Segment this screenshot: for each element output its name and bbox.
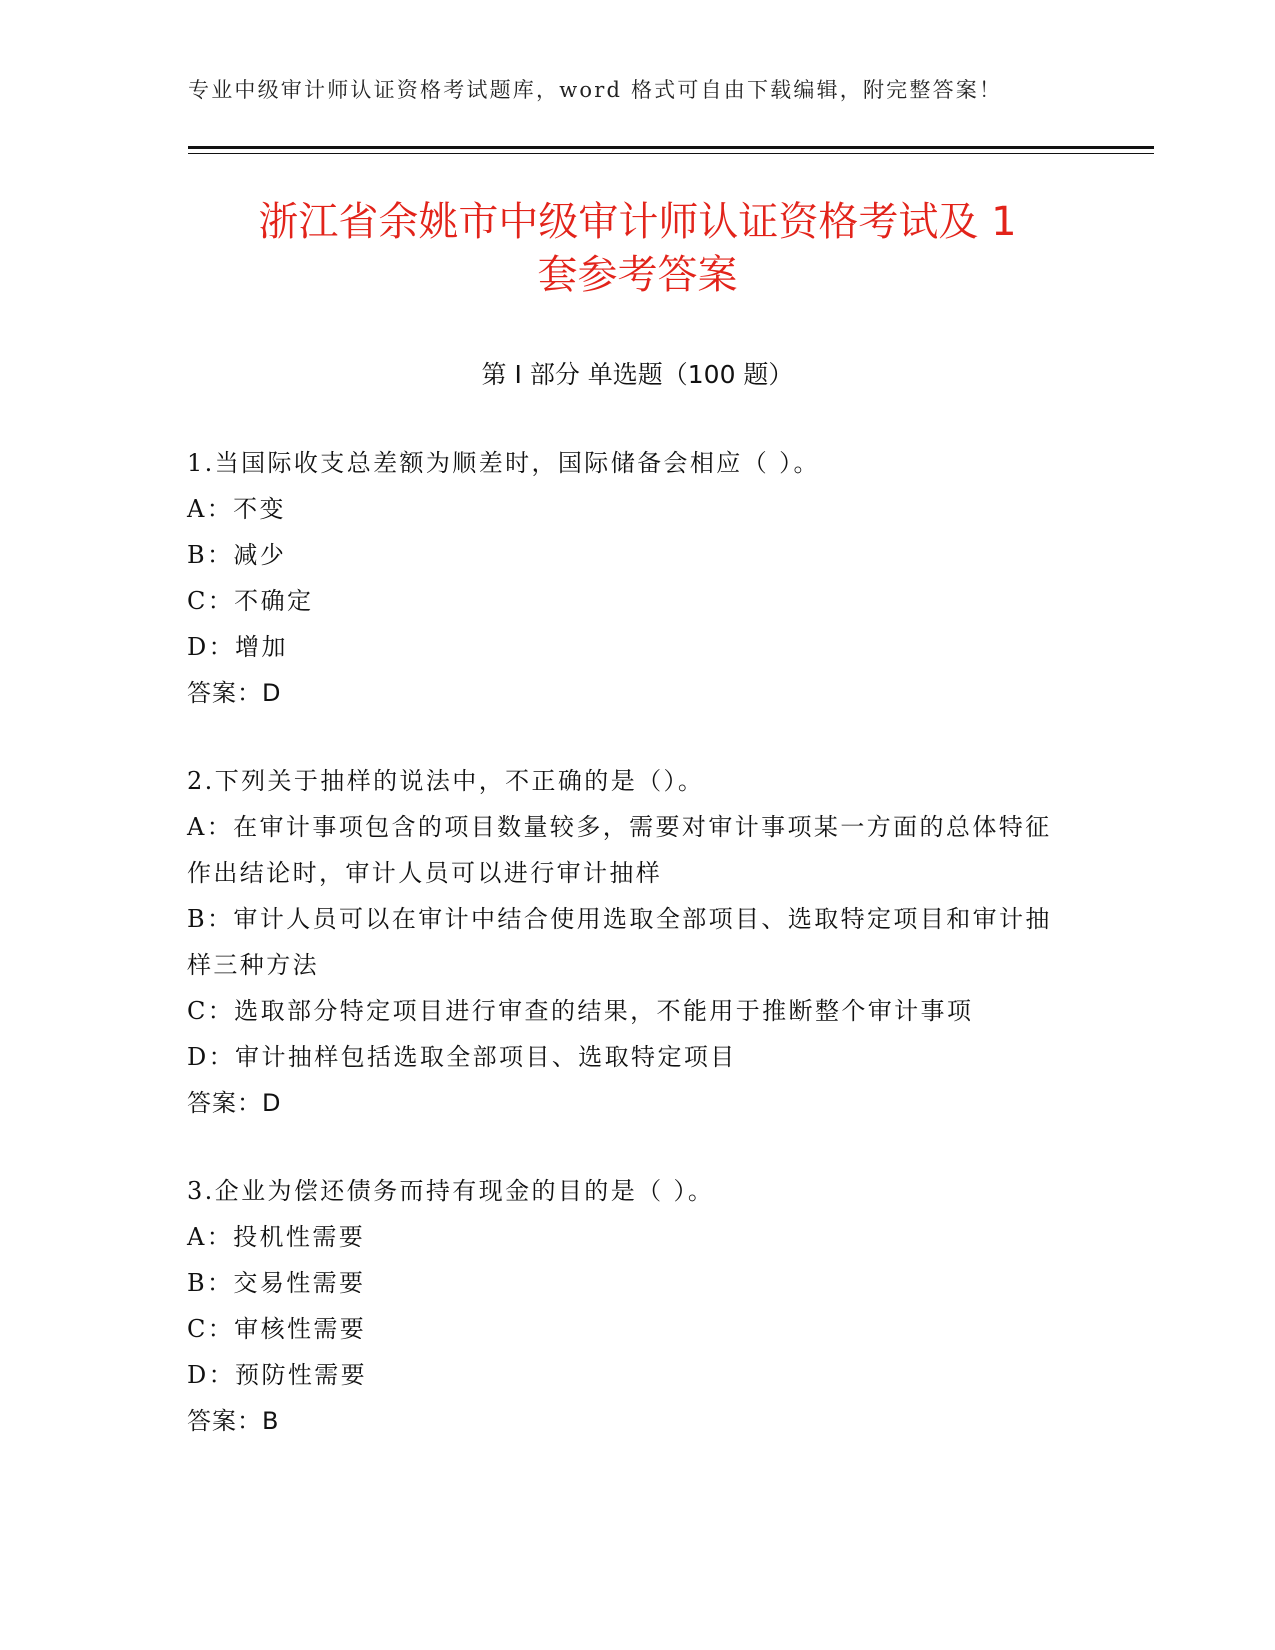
option-c: C：选取部分特定项目进行审查的结果，不能用于推断整个审计事项 bbox=[187, 997, 974, 1025]
option-c: C：审核性需要 bbox=[187, 1315, 367, 1343]
option-c: C：不确定 bbox=[187, 587, 314, 615]
question-stem: 2.下列关于抽样的说法中，不正确的是（）。 bbox=[187, 767, 705, 795]
question-3 bbox=[187, 1168, 1087, 1444]
option-a: A：不变 bbox=[187, 495, 286, 523]
option-d: D：预防性需要 bbox=[187, 1361, 368, 1389]
question-1 bbox=[187, 440, 1087, 716]
page-header-text: 专业中级审计师认证资格考试题库，word 格式可自由下载编辑，附完整答案！ bbox=[188, 78, 1003, 102]
option-b: B：审计人员可以在审计中结合使用选取全部项目、选取特定项目和审计抽样三种方法 bbox=[187, 905, 1052, 979]
option-a: A：投机性需要 bbox=[187, 1223, 366, 1251]
option-d: D：审计抽样包括选取全部项目、选取特定项目 bbox=[187, 1043, 737, 1071]
document-title-line-2: 套参考答案 bbox=[537, 252, 738, 298]
option-b: B：减少 bbox=[187, 541, 287, 569]
answer: 答案：B bbox=[187, 1407, 280, 1435]
question-stem: 1.当国际收支总差额为顺差时，国际储备会相应（ ）。 bbox=[187, 449, 820, 477]
option-a: A：在审计事项包含的项目数量较多，需要对审计事项某一方面的总体特征作出结论时，审计人员可以进行审计抽样 bbox=[187, 813, 1052, 887]
answer: 答案：D bbox=[187, 1089, 282, 1117]
question-2 bbox=[187, 758, 1087, 1126]
document-title-line-1: 浙江省余姚市中级审计师认证资格考试及 1 bbox=[258, 199, 1017, 245]
section-heading: 第 I 部分 单选题（100 题） bbox=[481, 360, 794, 389]
header-rule-thick bbox=[188, 146, 1154, 149]
header-rule-thin bbox=[188, 153, 1154, 154]
question-list bbox=[187, 440, 1087, 1486]
document-title bbox=[150, 196, 1125, 302]
option-b: B：交易性需要 bbox=[187, 1269, 366, 1297]
option-d: D：增加 bbox=[187, 633, 288, 661]
question-stem: 3.企业为偿还债务而持有现金的目的是（ ）。 bbox=[187, 1177, 715, 1205]
answer: 答案：D bbox=[187, 679, 282, 707]
